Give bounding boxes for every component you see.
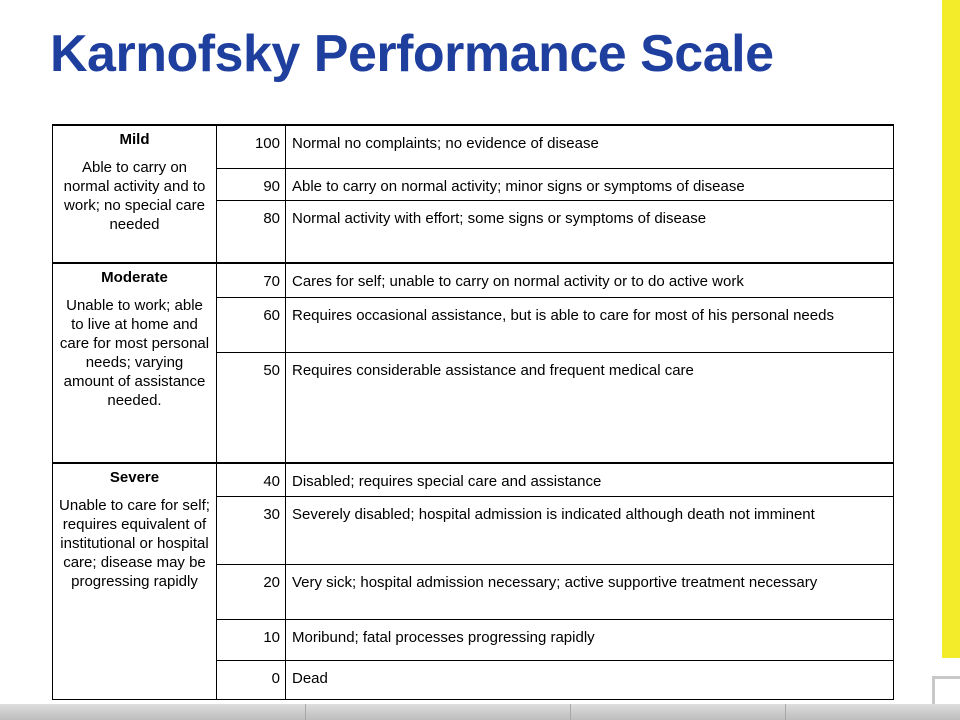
accent-bar — [942, 0, 960, 658]
description-cell: Very sick; hospital admission necessary; active supportive treatment necessary — [286, 564, 894, 619]
table-row — [53, 263, 894, 297]
score-cell: 60 — [217, 297, 286, 352]
karnofsky-table — [52, 124, 894, 700]
category-description: Unable to care for self; requires equivalent of institutional or hospital care; disease may be progressing rapidly — [59, 497, 210, 590]
description-cell: Normal activity with effort; some signs or symptoms of disease — [286, 200, 894, 263]
category-description: Unable to work; able to live at home and care for most personal needs; varying amount of assistance needed. — [59, 297, 210, 409]
strip-segment — [0, 704, 306, 720]
category-name: Mild — [119, 131, 150, 148]
score-cell: 10 — [217, 619, 286, 660]
category-name: Moderate — [101, 269, 168, 286]
table-row — [53, 463, 894, 496]
score-cell: 50 — [217, 352, 286, 463]
description-cell: Able to carry on normal activity; minor signs or symptoms of disease — [286, 168, 894, 200]
corner-decoration — [932, 676, 960, 704]
bottom-decorative-strip — [0, 704, 960, 720]
karnofsky-table-body — [53, 125, 894, 699]
description-cell: Requires considerable assistance and frequent medical care — [286, 352, 894, 463]
score-cell: 80 — [217, 200, 286, 263]
score-cell: 20 — [217, 564, 286, 619]
score-cell: 90 — [217, 168, 286, 200]
strip-segment — [305, 704, 571, 720]
description-cell: Cares for self; unable to carry on normal activity or to do active work — [286, 263, 894, 297]
description-cell: Dead — [286, 660, 894, 699]
description-cell: Moribund; fatal processes progressing rapidly — [286, 619, 894, 660]
category-cell-moderate — [53, 263, 217, 463]
score-cell: 0 — [217, 660, 286, 699]
strip-segment — [570, 704, 786, 720]
table-row — [53, 125, 894, 168]
score-cell: 70 — [217, 263, 286, 297]
accent-bar-gap — [942, 658, 960, 668]
category-description: Able to carry on normal activity and to work; no special care needed — [63, 159, 206, 233]
score-cell: 100 — [217, 125, 286, 168]
category-name: Severe — [109, 469, 160, 486]
description-cell: Normal no complaints; no evidence of disease — [286, 125, 894, 168]
description-cell: Requires occasional assistance, but is able to care for most of his personal needs — [286, 297, 894, 352]
score-cell: 40 — [217, 463, 286, 496]
score-cell: 30 — [217, 496, 286, 564]
description-cell: Disabled; requires special care and assistance — [286, 463, 894, 496]
category-cell-severe — [53, 463, 217, 699]
description-cell: Severely disabled; hospital admission is indicated although death not imminent — [286, 496, 894, 564]
category-cell-mild — [53, 125, 217, 263]
slide-title: Karnofsky Performance Scale — [50, 25, 774, 83]
